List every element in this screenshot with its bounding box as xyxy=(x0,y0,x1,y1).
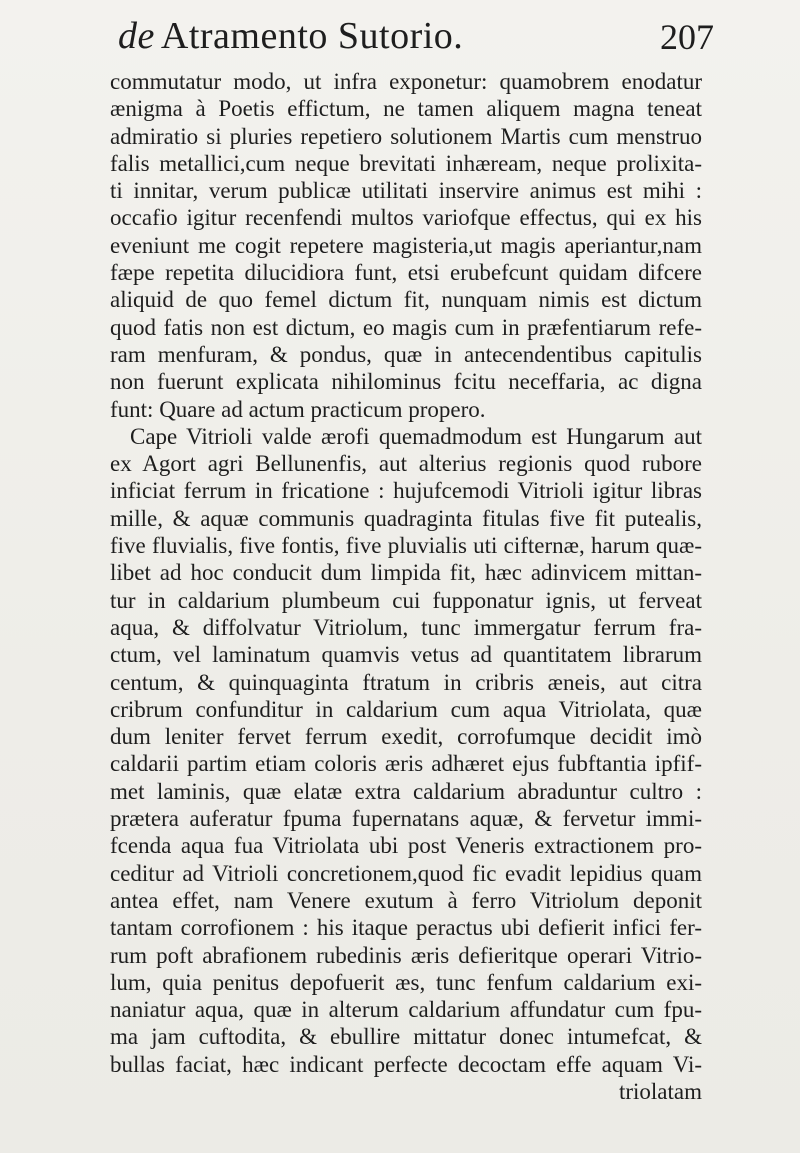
text-line: funt: Quare ad actum practicum propero. xyxy=(110,396,486,422)
text-line: libet ad hoc conducit dum limpida fit, hæc adinvicem mittan- xyxy=(110,560,702,586)
text-line: caldarii partim etiam coloris æris adhæret ejus fubftantia ipfif- xyxy=(110,751,702,777)
text-line: aliquid de quo femel dictum fit, nunquam nimis est dictum xyxy=(110,287,702,313)
text-line: tur in caldarium plumbeum cui fupponatur ignis, ut ferveat xyxy=(110,587,702,613)
text-line: commutatur modo, ut infra exponetur: quamobrem enodatur xyxy=(110,69,702,94)
text-line: occafio igitur recenfendi multos variofque effectus, qui ex his xyxy=(110,205,702,231)
text-line: ram menfuram, & pondus, quæ in antecendentibus capitulis xyxy=(110,341,702,367)
text-line: ex Agort agri Bellunenfis, aut alterius regionis quod rubore xyxy=(110,451,702,477)
text-line: met laminis, quæ elatæ extra caldarium abraduntur cultro : xyxy=(110,778,702,804)
text-line: fæpe repetita dilucidiora funt, etsi erubefcunt quidam difcere xyxy=(110,260,702,286)
text-line: bullas faciat, hæc indicant perfecte decoctam effe aquam Vi- xyxy=(110,1051,702,1077)
running-title xyxy=(118,14,463,58)
text-line: aqua, & diffolvatur Vitriolum, tunc immergatur ferrum fra- xyxy=(110,614,702,640)
text-line: rum poft abrafionem rubedinis æris defieritque operari Vitrio- xyxy=(110,942,702,968)
body-text xyxy=(110,68,702,1105)
text-line: lum, quia penitus depofuerit æs, tunc fenfum caldarium exi- xyxy=(110,969,702,995)
text-line: admiratio si pluries repetiero solutionem Martis cum menstruo xyxy=(110,123,702,149)
title-prefix: de xyxy=(118,15,155,57)
text-line: ceditur ad Vitrioli concretionem,quod fic evadit lepidius quam xyxy=(110,860,702,886)
text-line: five fluvialis, five fontis, five pluvialis uti cifternæ, harum quæ- xyxy=(110,533,702,559)
text-line: quod fatis non est dictum, eo magis cum in præfentiarum refe- xyxy=(110,314,702,340)
title-main: Atramento Sutorio. xyxy=(160,15,464,57)
text-line: falis metallici,cum neque brevitati inhæream, neque prolixita- xyxy=(110,150,702,176)
text-line: ma jam cuftodita, & ebullire mittatur donec intumefcat, & xyxy=(110,1024,702,1050)
text-line: dum leniter fervet ferrum exedit, corrofumque decidit imò xyxy=(110,724,702,750)
text-line: naniatur aqua, quæ in alterum caldarium affundatur cum fpu- xyxy=(110,997,702,1023)
text-line: centum, & quinquaginta ftratum in cribris æneis, aut citra xyxy=(110,669,702,695)
text-line: ænigma à Poetis effictum, ne tamen aliquem magna teneat xyxy=(110,96,702,122)
catchword-line: triolatam xyxy=(618,1078,702,1104)
page-number: 207 xyxy=(660,17,714,57)
text-line: inficiat ferrum in fricatione : hujufcemodi Vitrioli igitur libras xyxy=(110,478,702,504)
text-line: mille, & aquæ communis quadraginta fitulas five fit putealis, xyxy=(110,505,702,531)
text-line: antea effet, nam Venere exutum à ferro Vitriolum deponit xyxy=(110,887,702,913)
text-line: Cape Vitrioli valde ærofi quemadmodum est Hungarum aut xyxy=(130,423,702,449)
text-line: prætera auferatur fpuma fupernatans aquæ, & fervetur immi- xyxy=(110,806,702,832)
text-line: eveniunt me cogit repetere magisteria,ut magis aperiantur,nam xyxy=(110,232,702,258)
text-line: ctum, vel laminatum quamvis vetus ad quantitatem librarum xyxy=(110,642,702,668)
text-line: non fuerunt explicata nihilominus fcitu neceffaria, ac digna xyxy=(110,369,702,395)
running-head xyxy=(0,10,800,64)
text-line: fcenda aqua fua Vitriolata ubi post Veneris extractionem pro- xyxy=(110,833,702,859)
text-line: ti innitar, verum publicæ utilitati inservire animus est mihi : xyxy=(110,178,702,204)
text-line: tantam corrofionem : his itaque peractus ubi defierit infici fer- xyxy=(110,915,702,941)
text-line: cribrum confunditur in caldarium cum aqua Vitriolata, quæ xyxy=(110,696,702,722)
